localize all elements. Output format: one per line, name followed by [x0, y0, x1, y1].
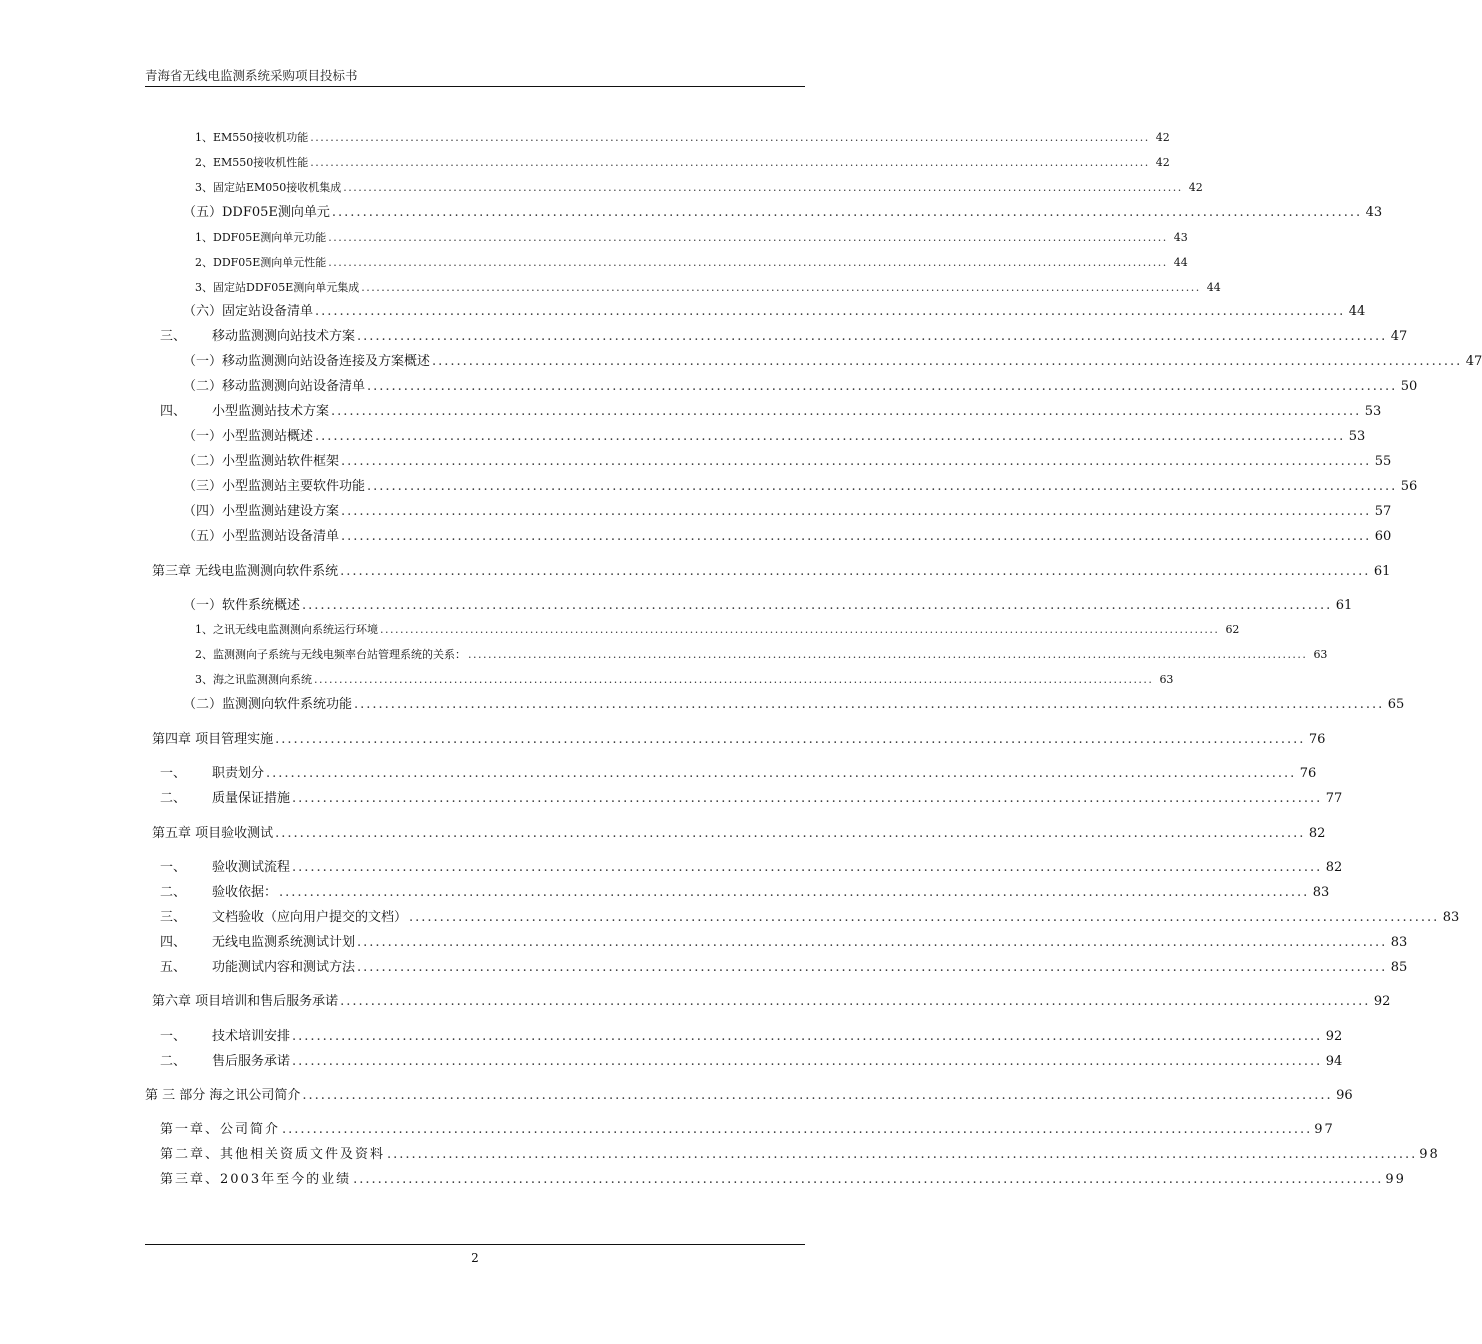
toc-entry-label: 第五章 项目验收测试 [152, 826, 274, 841]
toc-page-number: 44 [1348, 304, 1366, 319]
toc-leader: ........................................................................................................................................................................ [357, 935, 1388, 950]
toc-page-number: 82 [1325, 860, 1343, 875]
toc-leader: ........................................................................................................................................................................ [302, 598, 1333, 613]
toc-entry-label: 3、固定站EM050接收机集成 [195, 181, 342, 194]
toc-entry[interactable] [183, 353, 1482, 371]
toc-entry[interactable] [160, 1171, 1406, 1189]
toc-entry-label: （一）软件系统概述 [183, 598, 301, 613]
toc-leader: ........................................................................................................................................................................ [331, 404, 1362, 419]
toc-page-number: 42 [1155, 156, 1170, 169]
toc-entry-label: 1、EM550接收机功能 [195, 131, 309, 144]
toc-entry[interactable] [160, 1028, 1343, 1046]
toc-page-number: 65 [1387, 697, 1405, 712]
footer-rule [145, 1244, 805, 1245]
toc-leader: ........................................................................................................................................................................ [367, 379, 1398, 394]
toc-entry-label: （二）监测测向软件系统功能 [183, 697, 353, 712]
toc-entry[interactable] [160, 1121, 1335, 1139]
toc-leader: ........................................................................................................................................................................ [275, 826, 1306, 841]
toc-entry-label: 1、之讯无线电监测测向系统运行环境 [195, 623, 378, 636]
toc-entry[interactable] [160, 403, 1382, 421]
toc-page-number: 83 [1390, 935, 1408, 950]
toc-entry-label: （三）小型监测站主要软件功能 [183, 479, 366, 494]
toc-entry-number: 四、 [160, 404, 187, 419]
toc-entry-label: 移动监测测向站技术方案 [212, 329, 356, 344]
toc-page-number: 56 [1400, 479, 1418, 494]
toc-entry[interactable] [160, 934, 1408, 952]
toc-entry[interactable] [160, 1053, 1343, 1071]
toc-entry[interactable] [195, 180, 1203, 196]
toc-page-number: 77 [1325, 791, 1343, 806]
toc-entry[interactable] [152, 825, 1326, 843]
toc-entry[interactable] [160, 790, 1343, 808]
toc-leader: ........................................................................................................................................................................ [380, 623, 1220, 636]
toc-page-number: 55 [1374, 454, 1392, 469]
toc-leader: ........................................................................................................................................................................ [341, 454, 1372, 469]
toc-entry[interactable] [183, 503, 1392, 521]
toc-leader: ........................................................................................................................................................................ [315, 429, 1346, 444]
toc-entry[interactable] [183, 428, 1366, 446]
toc-page-number: 83 [1312, 885, 1330, 900]
toc-page-number: 61 [1373, 564, 1391, 579]
toc-entry-label: 第三章、2003年至今的业绩 [160, 1172, 352, 1187]
toc-leader: ........................................................................................................................................................................ [328, 231, 1168, 244]
toc-page-number: 99 [1385, 1172, 1406, 1187]
toc-entry[interactable] [195, 280, 1221, 296]
toc-entry-label: 第六章 项目培训和售后服务承诺 [152, 994, 339, 1009]
toc-page-number: 63 [1313, 648, 1328, 661]
toc-entry-label: 2、DDF05E测向单元性能 [195, 256, 327, 269]
toc-entry-label: 职责划分 [212, 766, 265, 781]
toc-leader: ........................................................................................................................................................................ [328, 256, 1168, 269]
toc-entry[interactable] [160, 884, 1330, 902]
toc-entry-label: 验收测试流程 [212, 860, 291, 875]
toc-entry[interactable] [160, 765, 1317, 783]
toc-entry[interactable] [152, 563, 1391, 581]
toc-leader: ........................................................................................................................................................................ [387, 1147, 1418, 1162]
toc-entry[interactable] [183, 528, 1392, 546]
toc-entry[interactable] [183, 696, 1405, 714]
toc-page-number: 43 [1173, 231, 1188, 244]
toc-page-number: 60 [1374, 529, 1392, 544]
toc-entry[interactable] [145, 1087, 1353, 1105]
toc-entry[interactable] [160, 328, 1408, 346]
toc-page-number: 50 [1400, 379, 1418, 394]
toc-leader: ........................................................................................................................................................................ [315, 304, 1346, 319]
toc-page-number: 53 [1348, 429, 1366, 444]
toc-page-number: 63 [1159, 673, 1174, 686]
toc-entry-label: （五）DDF05E测向单元 [183, 205, 330, 220]
toc-entry[interactable] [183, 204, 1383, 222]
toc-entry-label: 功能测试内容和测试方法 [212, 960, 356, 975]
toc-leader: ........................................................................................................................................................................ [282, 1122, 1313, 1137]
toc-entry-label: 3、海之讯监测测向系统 [195, 673, 312, 686]
toc-entry-label: （一）小型监测站概述 [183, 429, 314, 444]
toc-page-number: 94 [1325, 1054, 1343, 1069]
toc-leader: ........................................................................................................................................................................ [266, 766, 1297, 781]
toc-entry-label: （五）小型监测站设备清单 [183, 529, 340, 544]
toc-entry[interactable] [195, 672, 1174, 688]
toc-entry[interactable] [160, 959, 1408, 977]
toc-leader: ........................................................................................................................................................................ [409, 910, 1440, 925]
toc-entry[interactable] [152, 993, 1391, 1011]
toc-entry-label: （六）固定站设备清单 [183, 304, 314, 319]
toc-leader: ........................................................................................................................................................................ [310, 131, 1150, 144]
toc-entry[interactable] [152, 731, 1326, 749]
toc-entry-label: 文档验收（应向用户提交的文档） [212, 910, 408, 925]
toc-leader: ........................................................................................................................................................................ [292, 791, 1323, 806]
toc-page-number: 82 [1308, 826, 1326, 841]
toc-entry[interactable] [183, 597, 1353, 615]
toc-entry-number: 五、 [160, 960, 187, 975]
toc-entry-label: 质量保证措施 [212, 791, 291, 806]
toc-leader: ........................................................................................................................................................................ [275, 732, 1306, 747]
toc-entry-number: 四、 [160, 935, 187, 950]
toc-leader: ........................................................................................................................................................................ [341, 504, 1372, 519]
toc-leader: ........................................................................................................................................................................ [354, 697, 1385, 712]
toc-entry[interactable] [183, 303, 1366, 321]
toc-entry-label: 第二章、其他相关资质文件及资料 [160, 1147, 386, 1162]
toc-entry[interactable] [195, 230, 1188, 246]
toc-page-number: 85 [1390, 960, 1408, 975]
toc-entry[interactable] [195, 130, 1170, 146]
toc-entry[interactable] [160, 859, 1343, 877]
toc-entry[interactable] [183, 453, 1392, 471]
toc-leader: ........................................................................................................................................................................ [361, 281, 1201, 294]
toc-leader: ........................................................................................................................................................................ [310, 156, 1150, 169]
toc-entry-label: 1、DDF05E测向单元功能 [195, 231, 327, 244]
toc-leader: ........................................................................................................................................................................ [341, 529, 1372, 544]
toc-entry-label: 小型监测站技术方案 [212, 404, 330, 419]
toc-leader: ........................................................................................................................................................................ [340, 994, 1371, 1009]
toc-entry[interactable] [195, 255, 1188, 271]
toc-page-number: 47 [1465, 354, 1482, 369]
toc-leader: ........................................................................................................................................................................ [353, 1172, 1384, 1187]
toc-entry-label: 3、固定站DDF05E测向单元集成 [195, 281, 360, 294]
toc-entry-number: 三、 [160, 329, 187, 344]
toc-entry-number: 二、 [160, 1054, 187, 1069]
toc-entry-number: 三、 [160, 910, 187, 925]
header-rule [145, 86, 805, 87]
toc-leader: ........................................................................................................................................................................ [292, 1029, 1323, 1044]
toc-page-number: 98 [1419, 1147, 1440, 1162]
toc-entry-label: 验收依据： [212, 885, 278, 900]
toc-entry[interactable] [195, 155, 1170, 171]
page-number: 2 [471, 1251, 479, 1265]
toc-entry-label: （二）小型监测站软件框架 [183, 454, 340, 469]
toc-entry-number: 二、 [160, 791, 187, 806]
toc-page-number: 57 [1374, 504, 1392, 519]
toc-leader: ........................................................................................................................................................................ [331, 205, 1363, 220]
toc-page-number: 61 [1335, 598, 1353, 613]
toc-entry[interactable] [195, 647, 1328, 663]
toc-entry[interactable] [195, 622, 1240, 638]
toc-leader: ........................................................................................................................................................................ [279, 885, 1310, 900]
toc-entry-label: （二）移动监测测向站设备清单 [183, 379, 366, 394]
toc-entry-label: 技术培训安排 [212, 1029, 291, 1044]
toc-leader: ........................................................................................................................................................................ [357, 329, 1388, 344]
toc-entry-label: 2、EM550接收机性能 [195, 156, 309, 169]
toc-page-number: 42 [1188, 181, 1203, 194]
toc-entry-label: 第一章、公司简介 [160, 1122, 281, 1137]
toc-leader: ........................................................................................................................................................................ [292, 860, 1323, 875]
toc-leader: ........................................................................................................................................................................ [432, 354, 1463, 369]
toc-leader: ........................................................................................................................................................................ [302, 1088, 1333, 1103]
toc-entry-label: 第四章 项目管理实施 [152, 732, 274, 747]
toc-page-number: 62 [1225, 623, 1240, 636]
toc-page-number: 92 [1325, 1029, 1343, 1044]
toc-entry-label: 第三章 无线电监测测向软件系统 [152, 564, 339, 579]
toc-leader: ........................................................................................................................................................................ [357, 960, 1388, 975]
toc-page-number: 53 [1364, 404, 1382, 419]
toc-leader: ........................................................................................................................................................................ [292, 1054, 1323, 1069]
toc-page-number: 83 [1442, 910, 1460, 925]
toc-entry-number: 一、 [160, 860, 187, 875]
toc-page-number: 97 [1314, 1122, 1335, 1137]
toc-entry-label: 第 三 部分 海之讯公司简介 [145, 1088, 301, 1103]
toc-entry[interactable] [160, 909, 1460, 927]
toc-leader: ........................................................................................................................................................................ [367, 479, 1398, 494]
toc-page-number: 96 [1336, 1088, 1353, 1103]
toc-entry[interactable] [160, 1146, 1440, 1164]
toc-page-number: 44 [1206, 281, 1221, 294]
toc-page-number: 76 [1308, 732, 1326, 747]
toc-page-number: 43 [1365, 205, 1383, 220]
toc-entry-number: 一、 [160, 766, 187, 781]
toc-entry-label: 2、监测测向子系统与无线电频率台站管理系统的关系： [195, 648, 466, 661]
toc-entry-label: 售后服务承诺 [212, 1054, 291, 1069]
toc-entry-label: 无线电监测系统测试计划 [212, 935, 356, 950]
toc-page-number: 47 [1390, 329, 1408, 344]
toc-entry[interactable] [183, 478, 1418, 496]
toc-page-number: 76 [1299, 766, 1317, 781]
toc-page-number: 44 [1173, 256, 1188, 269]
toc-leader: ........................................................................................................................................................................ [340, 564, 1371, 579]
running-header: 青海省无线电监测系统采购项目投标书 [145, 68, 358, 83]
toc-leader: ........................................................................................................................................................................ [314, 673, 1154, 686]
toc-entry-number: 一、 [160, 1029, 187, 1044]
toc-entry[interactable] [183, 378, 1418, 396]
toc-page-number: 42 [1155, 131, 1170, 144]
toc-entry-number: 二、 [160, 885, 187, 900]
toc-page-number: 92 [1373, 994, 1391, 1009]
toc-entry-label: （四）小型监测站建设方案 [183, 504, 340, 519]
toc-leader: ........................................................................................................................................................................ [468, 648, 1308, 661]
toc-entry-label: （一）移动监测测向站设备连接及方案概述 [183, 354, 431, 369]
toc-leader: ........................................................................................................................................................................ [343, 181, 1183, 194]
